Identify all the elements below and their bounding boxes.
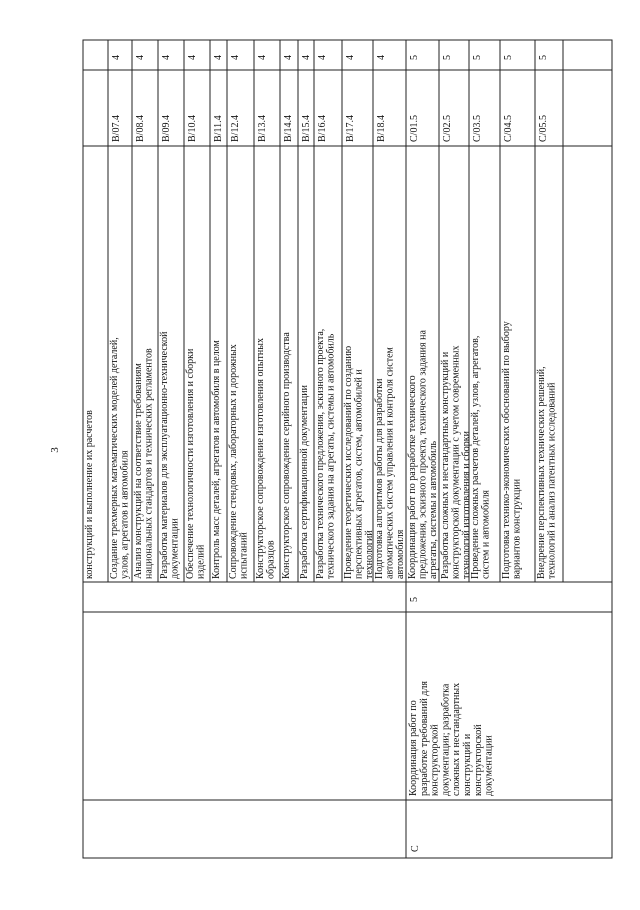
function-code: C/02.5 — [442, 115, 453, 142]
group-code: С — [410, 845, 421, 852]
work-function-text: Подготовка алгоритмов работы для разработки — [374, 378, 385, 579]
work-function-text: Конструкторское сопровождение изготовления опытных — [255, 337, 266, 579]
qualification-level: 5 — [442, 55, 453, 60]
work-function-text: технического задания на агрегаты, системы и автомобиль — [325, 333, 337, 579]
group-name-line: документации — [483, 735, 495, 796]
function-code: B/16.4 — [317, 115, 328, 142]
work-function-text: Координация работ по разработке технического — [407, 375, 418, 579]
qualification-level: 4 — [317, 55, 328, 60]
work-function-text: систем и автомобиля — [480, 489, 492, 579]
group-name-line: сложных и нестандартных — [451, 682, 463, 796]
qualification-level: 4 — [213, 55, 224, 60]
work-function-text: испытаний — [238, 532, 250, 579]
function-code: C/03.5 — [472, 115, 483, 142]
group-name-line: конструкций и — [462, 733, 473, 796]
work-function-text: автомобиля — [395, 529, 407, 579]
function-code: B/09.4 — [161, 115, 172, 142]
group-name-line: разработке требований для — [418, 681, 430, 796]
work-function-text: технологий — [364, 530, 376, 579]
function-code: B/08.4 — [135, 115, 146, 142]
work-function-text: Контроль масс деталей, агрегатов и автомобиля в целом — [211, 340, 222, 579]
function-code: B/17.4 — [345, 115, 356, 142]
work-function-text: Разработка технического предложения, эскизного проекта, — [315, 328, 326, 579]
page-number: 3 — [48, 447, 61, 453]
table-row — [228, 55, 250, 579]
work-function-text: технологий и анализ патентных исследований — [546, 382, 558, 579]
qualification-level: 5 — [503, 55, 514, 60]
table-body — [83, 40, 612, 858]
table-row — [470, 55, 492, 579]
work-function-text: Разработка сертификационной документации — [299, 385, 310, 579]
qualification-level: 5 — [409, 55, 420, 60]
qualification-level: 4 — [111, 55, 122, 60]
work-function-text: Внедрение перспективных технических решений, — [536, 366, 547, 579]
group-level: 5 — [409, 597, 420, 602]
table-row — [211, 55, 224, 579]
work-function-text: Разработка материалов для эксплуатационно-технической — [159, 331, 170, 579]
table-row — [440, 55, 472, 579]
table-row — [281, 55, 294, 579]
work-function-text: конструкторской документации с учетом современных — [450, 345, 462, 579]
work-function-text: Проведение теоретических исследований по созданию — [343, 345, 354, 579]
table-row — [299, 55, 312, 579]
qualification-level: 4 — [161, 55, 172, 60]
work-function-text: Обеспечение технологичности изготовления и сборки — [185, 348, 196, 579]
table-row — [315, 55, 337, 579]
work-function-text: технологий изготовления и сборки — [461, 431, 473, 579]
function-code: B/11.4 — [213, 115, 224, 142]
function-code: B/13.4 — [257, 115, 268, 142]
table-row — [343, 55, 375, 579]
work-function-text: автоматических систем управления и контроля систем — [384, 347, 396, 579]
qualification-level: 4 — [345, 55, 356, 60]
group-name-line: Координация работ по — [408, 700, 419, 796]
work-function-text: Анализ конструкций на соответствие требованиям — [133, 363, 144, 579]
work-function-text: предложения, эскизного проекта, технического задания на — [417, 330, 429, 579]
qualification-level: 5 — [472, 55, 483, 60]
work-function-text: узлов, агрегатов и автомобиля — [119, 450, 131, 579]
function-code: B/18.4 — [376, 115, 387, 142]
work-function-text: документации — [169, 518, 181, 579]
table-row — [501, 55, 523, 579]
function-code: B/07.4 — [111, 115, 122, 142]
work-function-text: Сопровождение стендовых, лабораторных и дорожных — [228, 344, 239, 579]
table-row — [109, 55, 131, 579]
function-code: C/05.5 — [538, 115, 549, 142]
function-code: C/01.5 — [409, 115, 420, 142]
table-row — [159, 55, 181, 579]
table-row — [185, 55, 207, 579]
group-name-line: конструкторской — [429, 724, 441, 796]
work-function-text: образцов — [265, 540, 277, 579]
table-row — [407, 55, 439, 579]
qualification-level: 4 — [376, 55, 387, 60]
qualification-level: 4 — [301, 55, 312, 60]
function-code: B/10.4 — [187, 115, 198, 142]
work-function-text: агрегаты, системы и автомобиль — [428, 440, 440, 579]
work-function-text: Подготовка технико-экономических обоснований по выбору — [501, 321, 512, 579]
qualification-level: 4 — [283, 55, 294, 60]
work-function-text: Конструкторское сопровождение серийного производства — [281, 332, 292, 579]
work-function-text: перспективных агрегатов, систем, автомобилей и — [353, 369, 365, 579]
group-name-line: документации; разработка — [440, 683, 452, 796]
work-function-text: конструкций и выполнение их расчетов — [84, 410, 95, 579]
table-row — [255, 55, 277, 579]
table-row — [133, 55, 155, 579]
work-function-text: Проведение сложных расчетов деталей, узлов, агрегатов, — [470, 335, 481, 579]
table-row — [374, 55, 406, 579]
function-code: B/12.4 — [230, 115, 241, 142]
function-code: C/04.5 — [503, 115, 514, 142]
qualification-level: 5 — [538, 55, 549, 60]
work-function-text: вариантов конструкции — [511, 478, 523, 579]
qualification-level: 4 — [230, 55, 241, 60]
qualification-level: 4 — [257, 55, 268, 60]
function-code: B/14.4 — [283, 115, 294, 142]
table-row — [84, 410, 95, 579]
group-name-line: конструкторской — [472, 724, 484, 796]
work-function-text: Разработка сложных и нестандартных конструкций и — [440, 351, 451, 579]
work-function-text: национальных стандартов и технических регламентов — [143, 348, 155, 579]
work-function-text: Создание трехмерных математических моделей деталей, — [109, 337, 120, 579]
table-row — [536, 55, 558, 579]
function-code: B/15.4 — [301, 115, 312, 142]
qualification-level: 4 — [187, 55, 198, 60]
work-function-text: изделий — [195, 544, 207, 579]
qualification-level: 4 — [135, 55, 146, 60]
